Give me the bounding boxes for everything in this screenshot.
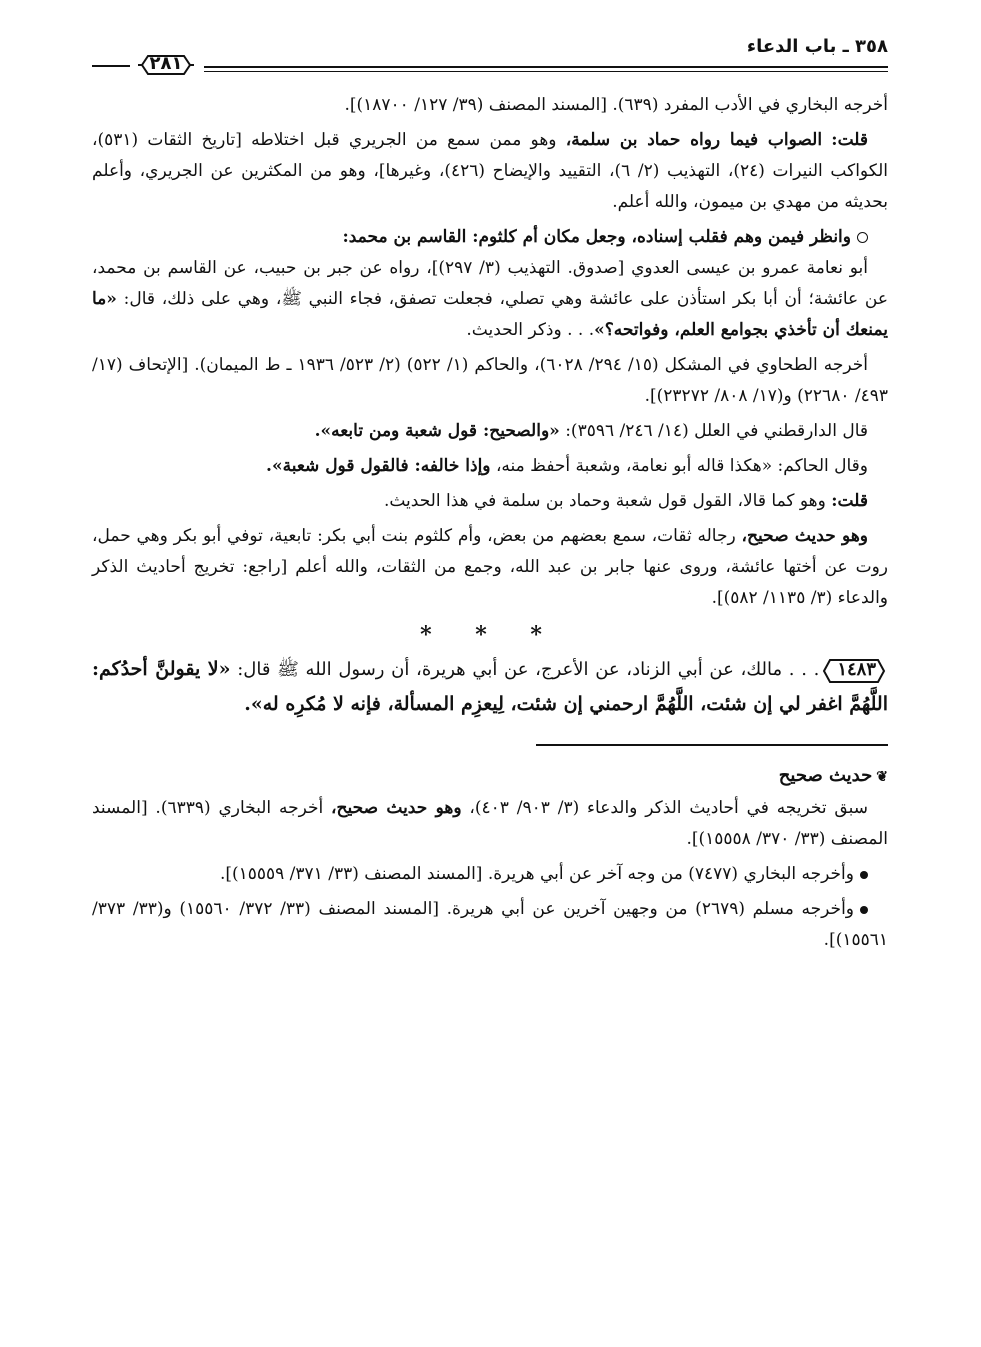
circle-bullet-icon (857, 232, 868, 243)
hakim-paragraph: وقال الحاكم: «هكذا قاله أبو نعامة، وشعبة أحفظ منه، وإذا خالفه: فالقول قول شعبة». (266, 456, 868, 476)
hadith-number-frame-icon (818, 657, 890, 685)
hadith-number: ١٤٨٣ (837, 659, 876, 680)
section-separator-stars: * * * (420, 622, 560, 648)
flower-ornament-icon: ❦ (876, 769, 888, 785)
page-header (92, 30, 888, 90)
wahm-heading: وانظر فيمن وهم فقلب إسناده، وجعل مكان أم كلثوم: القاسم بن محمد: (92, 222, 888, 253)
qultu-bold-text: الصواب فيما رواه حماد بن سلمة، (565, 130, 823, 150)
hadith-paragraph (92, 652, 888, 722)
conclusion-paragraph: وهو حديث صحيح، رجاله ثقات، سمع بعضهم من بعض، وأم كلثوم بنت أبي بكر: تابعية، توفي أبو بكر وهي حمل، روت عن أختها عائشة، وروى عنها جابر بن عبد الله، وجمع من الثقات، والله أعلم [راجع: تخريج أحاديث الذكر والدعاء (٣/ ١١٣٥/ ٥٨٢)]. (92, 526, 888, 608)
hadith-quote-bold: «ما يمنعك أن تأخذي بجوامع العلم، وفواتحه؟» (92, 289, 888, 340)
page-number-badge (136, 50, 196, 80)
bullet-dot-icon (860, 871, 868, 879)
header-rule-left (92, 65, 130, 67)
bullet-dot-icon (860, 906, 868, 914)
qultu-label: قلت: (831, 130, 869, 150)
wahm-body: أبو نعامة عمرو بن عيسى العدوي [صدوق. التهذيب (٣/ ٢٩٧)]، رواه عن جبر بن حبيب، عن القاسم بن محمد، عن عائشة؛ أن أبا بكر استأذن على عائشة وهي تصلي، فجعلت تصفق، فجاء النبي ﷺ، وهي على ذلك، قال: «ما يمنعك أن تأخذي بجوامع العلم، وفواتحه؟». . . وذكر الحديث. (92, 258, 889, 340)
note-2: وأخرجه البخاري (٧٤٧٧) من وجه آخر عن أبي هريرة. [المسند المصنف (٣٣/ ٣٧١/ ١٥٥٥٩)]. (92, 859, 888, 890)
hadith-matn: «لا يقولنَّ أحدُكم: اللَّهُمَّ اغفر لي إن شئت، اللَّهُمَّ ارحمني إن شئت، لِيعزِم المسألة، فإنه لا مُكرِه له». (92, 658, 888, 715)
header-rule (204, 66, 888, 72)
footnote-separator-rule (536, 744, 888, 746)
note-1: سبق تخريجه في أحاديث الذكر والدعاء (٣/ ٩٠٣/ ٤٠٣)، وهو حديث صحيح، أخرجه البخاري (٦٣٣٩). [المسند المصنف (٣٣/ ٣٧٠/ ١٥٥٥٨)]. (92, 798, 888, 849)
qultu-rest-text: وهو ممن سمع من الجريري قبل اختلاطه [تاريخ الثقات (٥٣١)، الكواكب النيرات (٢٤)، التهذيب (٢/ ٦)، التقييد والإيضاح (٤٢٦)، وغيرها]، وهو من المكثرين عن الجريري، وأعلم بحديثه من مهدي بن ميمون، والله أعلم. (92, 130, 888, 212)
page-number: ٢٨١ (149, 53, 183, 74)
hadith-isnad: . . . مالك، عن أبي الزناد، عن الأعرج، عن أبي هريرة، أن رسول الله ﷺ قال: (237, 659, 820, 680)
book-page (92, 30, 888, 1330)
hadith-number-badge (825, 653, 888, 687)
note-3: وأخرجه مسلم (٢٦٧٩) من وجهين آخرين عن أبي هريرة. [المسند المصنف (٣٣/ ٣٧٢/ ١٥٥٦٠) و(٣٣/ ٣٧٣/ ١٥٥٦١)]. (92, 899, 888, 950)
hadith-grade: ❦حديث صحيح (92, 760, 888, 793)
running-title: ٣٥٨ ـ باب الدعاء (746, 36, 888, 57)
qultu-paragraph-2: قلت: وهو كما قالا، القول قول شعبة وحماد بن سلمة في هذا الحديث. (383, 491, 868, 511)
qultu-paragraph-1 (92, 125, 888, 218)
prev-takhrij-line: أخرجه البخاري في الأدب المفرد (٦٣٩). [المسند المصنف (٣٩/ ١٢٧/ ١٨٧٠٠)]. (344, 95, 888, 115)
takhrij-paragraph: أخرجه الطحاوي في المشكل (١٥/ ٢٩٤/ ٦٠٢٨)، والحاكم (١/ ٥٢٢) (٢/ ٥٢٣/ ١٩٣٦ ـ ط الميمان). [الإتحاف (١٧/ ٤٩٣/ ٢٢٦٨٠) و(١٧/ ٨٠٨/ ٢٣٢٧٢)]. (92, 355, 888, 406)
daraqutni-paragraph: قال الدارقطني في العلل (١٤/ ٢٤٦/ ٣٥٩٦): «والصحيح: قول شعبة ومن تابعه». (314, 421, 868, 441)
